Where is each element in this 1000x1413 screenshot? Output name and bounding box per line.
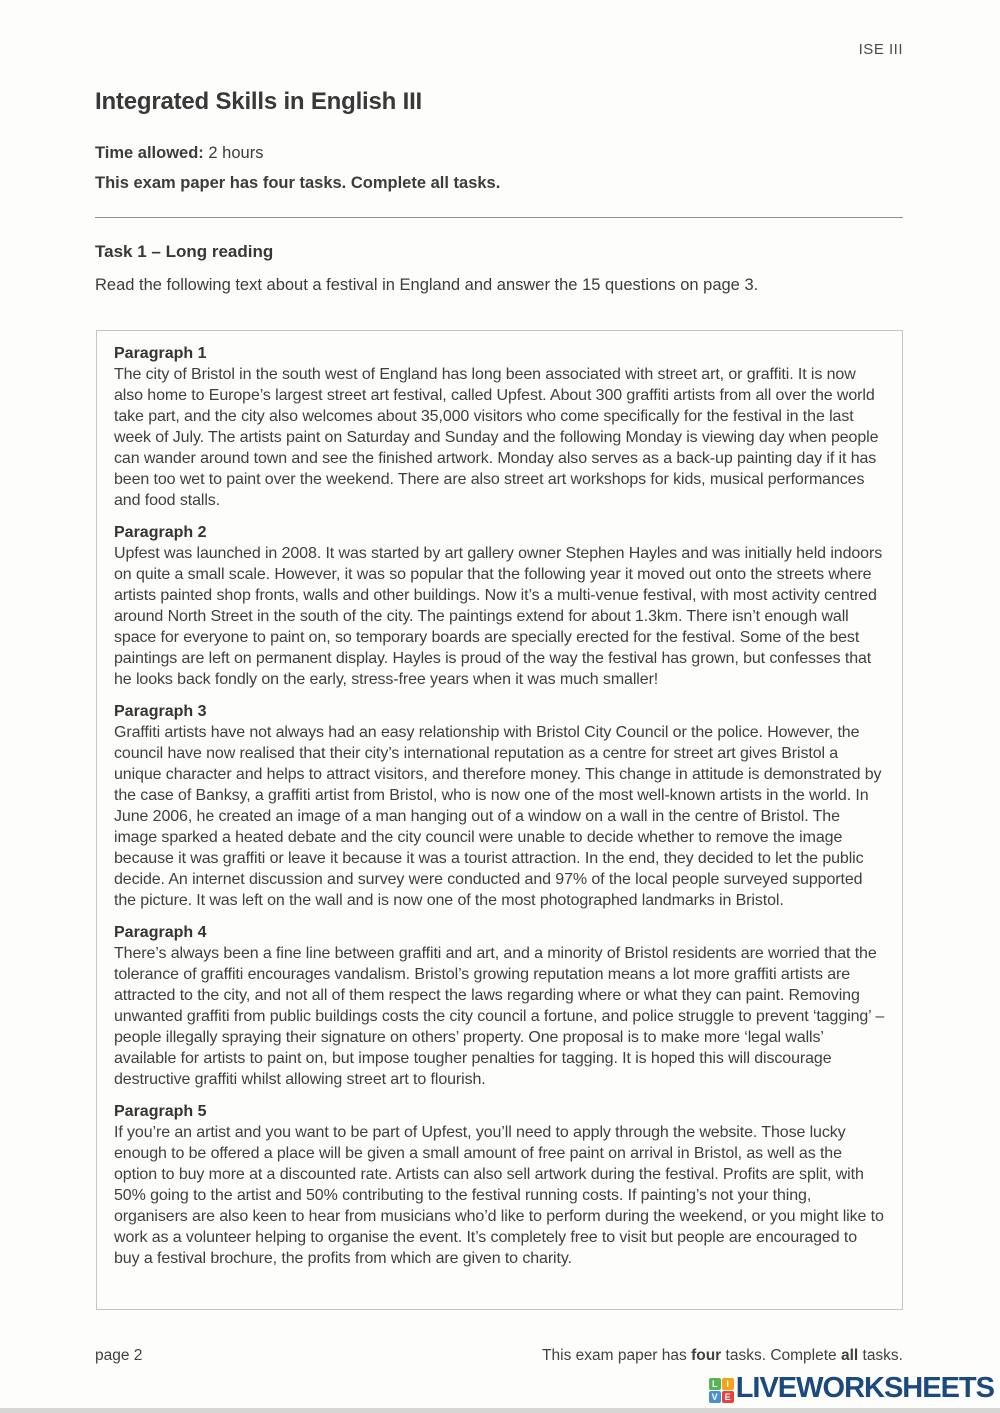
footer-note-all: all: [840, 1347, 859, 1364]
footer-note-mid: tasks. Complete: [721, 1347, 841, 1364]
reading-passage-box: [96, 330, 903, 1310]
footer-note-post: tasks.: [858, 1347, 903, 1364]
time-allowed-line: [95, 144, 263, 163]
paragraph-3: [114, 701, 886, 911]
scan-edge-strip: [0, 1408, 1000, 1413]
logo-square-v: V: [709, 1391, 721, 1403]
logo-square-e: E: [722, 1391, 734, 1403]
liveworksheets-logo[interactable]: [709, 1371, 994, 1405]
footer-note-pre: This exam paper has: [542, 1347, 692, 1364]
footer-note-four: four: [691, 1347, 722, 1364]
page-title: Integrated Skills in English III: [95, 88, 422, 115]
task-intro: Read the following text about a festival in England and answer the 15 questions on page 3.: [95, 276, 759, 294]
paragraph-3-text: Graffiti artists have not always had an easy relationship with Bristol City Council or the police. However, the council have now realised that their city’s international reputation as a centre for street art gives Bristol a unique character and helps to attract visitors, and therefore money. This change in attitude is demonstrated by the case of Banksy, a graffiti artist from Bristol, who is now one of the most well-known artists in the world. In June 2006, he created an image of a man hanging out of a window on a wall in the centre of Bristol. The image sparked a heated debate and the city council were unable to decide whether to remove the image because it was graffiti or leave it because it was a tourist attraction. In the end, they decided to let the public decide. An internet discussion and survey were conducted and 97% of the local people surveyed supported the picture. It was left on the wall and is now one of the most photographed landmarks in Bristol.: [114, 724, 882, 909]
paragraph-5-text: If you’re an artist and you want to be part of Upfest, you’ll need to apply through the website. Those lucky enough to be offered a place will be given a small amount of free paint on arrival in Bristol, as well as the option to buy more at a discounted rate. Artists can also sell artwork during the festival. Profits are split, with 50% going to the artist and 50% contributing to the festival running costs. If painting’s not your thing, organisers are also keen to hear from musicians who’d like to perform during the weekend, or you might like to work as a volunteer helping to organise the event. It’s completely free to visit but people are encouraged to buy a festival brochure, the profits from which are given to charity.: [114, 1124, 884, 1267]
time-allowed-value: 2 hours: [208, 144, 264, 162]
paragraph-1: [114, 343, 886, 511]
paragraph-3-label: Paragraph 3: [114, 703, 207, 720]
paragraph-5-label: Paragraph 5: [114, 1103, 207, 1120]
liveworksheets-wordmark: LIVEWORKSHEETS: [735, 1372, 994, 1404]
paragraph-4: [114, 922, 886, 1090]
paragraph-2-text: Upfest was launched in 2008. It was started by art gallery owner Stephen Hayles and was initially held indoors on quite a small scale. However, it was so popular that the following year it moved out onto the streets where artists painted shop fronts, walls and other buildings. Now it’s a multi-venue festival, with most activity centred around North Street in the south of the city. The paintings extend for about 1.3km. There isn’t enough wall space for everyone to paint on, so temporary boards are specially erected for the festival. Some of the best paintings are left on permanent display. Hayles is proud of the way the festival has grown, but confesses that he looks back fondly on the early, stress-free years when it was much smaller!: [114, 545, 883, 688]
exam-instruction: This exam paper has four tasks. Complete all tasks.: [95, 174, 501, 192]
section-divider: [95, 217, 903, 218]
logo-square-i: I: [722, 1378, 734, 1390]
liveworksheets-grid-icon: [709, 1378, 734, 1403]
paragraph-1-label: Paragraph 1: [114, 345, 207, 362]
time-allowed-label: Time allowed:: [95, 144, 204, 162]
paragraph-1-text: The city of Bristol in the south west of England has long been associated with street art, or graffiti. It is now also home to Europe’s largest street art festival, called Upfest. About 300 graffiti artists from all over the world take part, and the city also welcomes about 35,000 visitors who come specifically for the festival in the last week of July. The artists paint on Saturday and Sunday and the following Monday is viewing day when people can wander around town and see the finished artwork. Monday also serves as a back-up painting day if it has been too wet to paint over the weekend. There are also street art workshops for kids, musical performances and food stalls.: [114, 366, 879, 509]
exam-level-label: ISE III: [858, 41, 903, 58]
paragraph-4-text: There’s always been a fine line between graffiti and art, and a minority of Bristol residents are worried that the tolerance of graffiti encourages vandalism. Bristol’s growing reputation means a lot more graffiti artists are attracted to the city, and not all of them respect the laws regarding where or what they can paint. Removing unwanted graffiti from public buildings costs the city council a fortune, and police struggle to prevent ‘tagging’ – people illegally spraying their signature on others’ property. One proposal is to make more ‘legal walls’ available for artists to paint on, but impose tougher penalties for tagging. It is hoped this will discourage destructive graffiti whilst allowing street art to flourish.: [114, 945, 885, 1088]
paragraph-2: [114, 522, 886, 690]
paragraph-2-label: Paragraph 2: [114, 524, 207, 541]
logo-square-l: L: [709, 1378, 721, 1390]
page-number: page 2: [95, 1347, 143, 1364]
task-heading: Task 1 – Long reading: [95, 242, 274, 261]
footer-instruction: [542, 1347, 903, 1365]
paragraph-5: [114, 1101, 886, 1269]
paragraph-4-label: Paragraph 4: [114, 924, 207, 941]
